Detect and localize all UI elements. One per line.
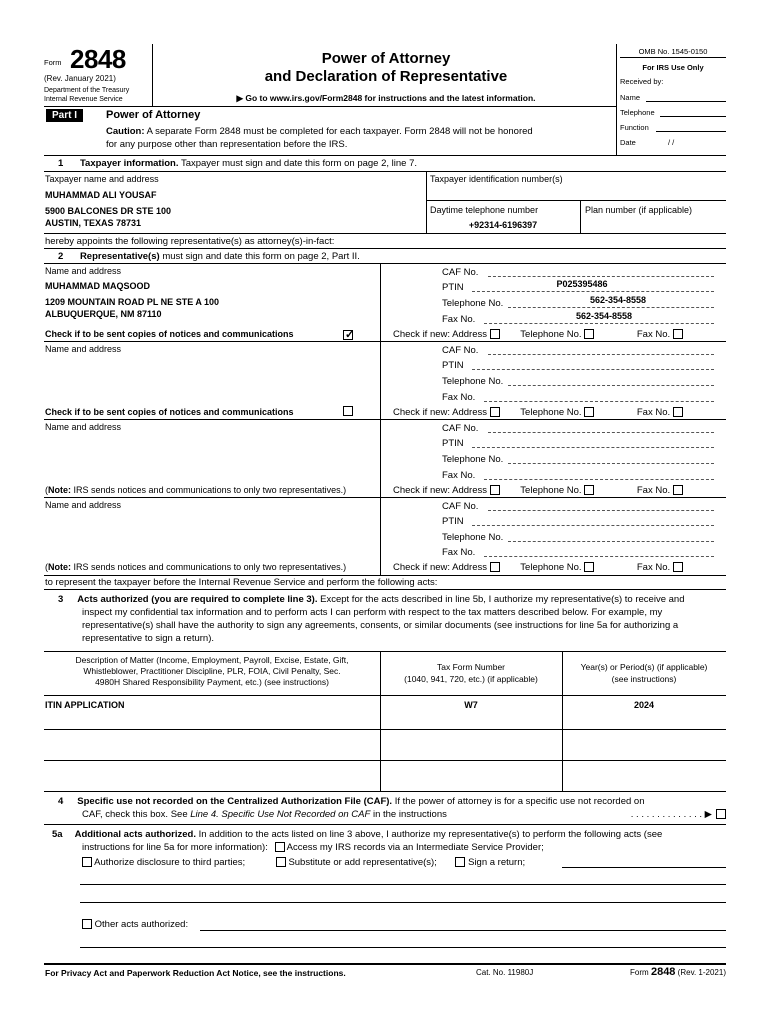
line-1-heading: Taxpayer information. xyxy=(79,158,179,169)
access-records-label: Access my IRS records via an Intermediate Service Provider; xyxy=(286,842,544,853)
rep2-caf-row[interactable] xyxy=(442,345,722,359)
rep2-copies-checkbox[interactable] xyxy=(343,406,353,416)
line-1-number: 1 xyxy=(58,158,64,169)
check-new-label: Check if new: xyxy=(393,407,451,418)
address-label: Address xyxy=(452,329,488,340)
line-3-heading: Acts authorized (you are required to complete line 3). xyxy=(77,594,318,605)
rep3-check-new-row xyxy=(393,485,726,497)
rep2-new-address-checkbox[interactable] xyxy=(490,407,500,417)
rep1-check-new-row xyxy=(393,329,726,341)
rep4-caf-row[interactable] xyxy=(442,501,722,515)
col-matter-header-1: Description of Matter (Income, Employment, Payroll, Excise, Estate, Gift, xyxy=(75,655,349,665)
telephone-label: Telephone No. xyxy=(520,407,582,418)
rep3-note xyxy=(45,485,346,495)
line-4-heading: Specific use not recorded on the Centralized Authorization File (CAF). xyxy=(77,796,393,807)
taxpayer-address-1[interactable]: 5900 BALCONES DR STE 100 xyxy=(45,206,172,216)
fax-label: Fax No. xyxy=(636,329,671,340)
rep4-new-fax-checkbox[interactable] xyxy=(673,562,683,572)
check-new-label: Check if new: xyxy=(393,329,451,340)
note-text: IRS sends notices and communications to only two representatives.) xyxy=(73,485,347,495)
irs-telephone-label: Telephone xyxy=(620,108,655,117)
fax-label: Fax No. xyxy=(636,407,671,418)
rep1-ptin-row[interactable] xyxy=(442,279,722,296)
rep1-fax-label: Fax No. xyxy=(442,314,476,325)
substitute-rep-checkbox[interactable] xyxy=(276,857,286,867)
access-records-checkbox[interactable] xyxy=(275,842,285,852)
col-form-header xyxy=(380,661,562,685)
rep3-new-address-checkbox[interactable] xyxy=(490,485,500,495)
part-1-title: Power of Attorney xyxy=(106,109,201,121)
footer-form-word: Form xyxy=(630,968,649,977)
line-4-text-2b: Line 4. Specific Use Not Recorded on CAF xyxy=(190,809,371,820)
rep3-new-telephone-checkbox[interactable] xyxy=(584,485,594,495)
footer-form-id xyxy=(630,966,726,978)
line-3-text-1: Except for the acts described in line 5b, I authorize my representative(s) to receive and xyxy=(320,594,685,605)
line-2-number: 2 xyxy=(58,251,64,262)
telephone-label: Telephone No. xyxy=(520,562,582,573)
rep3-new-fax-checkbox[interactable] xyxy=(673,485,683,495)
line-5a-block xyxy=(52,828,726,869)
other-acts-line-2[interactable] xyxy=(80,902,726,903)
other-acts-row xyxy=(82,919,188,930)
line-3-text-2: inspect my confidential tax information and to perform acts I can perform with respect to the tax matters described below. For example, my xyxy=(82,607,663,618)
rep4-name-address-label: Name and address xyxy=(45,500,122,510)
year-row-1[interactable]: 2024 xyxy=(633,700,655,710)
authorize-disclosure-checkbox[interactable] xyxy=(82,857,92,867)
form-revision: (Rev. January 2021) xyxy=(44,74,116,83)
col-matter-header xyxy=(44,655,380,688)
rep3-caf-label: CAF No. xyxy=(442,423,479,434)
other-acts-checkbox[interactable] xyxy=(82,919,92,929)
footer-form-rev: (Rev. 1-2021) xyxy=(677,968,726,977)
daytime-phone-value[interactable]: +92314-6196397 xyxy=(468,220,538,230)
rep2-new-telephone-checkbox[interactable] xyxy=(584,407,594,417)
form-word: Form xyxy=(44,58,62,67)
rep4-fax-row[interactable] xyxy=(442,547,722,561)
rep4-new-telephone-checkbox[interactable] xyxy=(584,562,594,572)
rep2-ptin-row[interactable] xyxy=(442,360,722,374)
rep4-ptin-label: PTIN xyxy=(442,516,464,527)
form-id-block xyxy=(44,44,152,104)
taxpayer-name-address-label: Taxpayer name and address xyxy=(45,174,159,184)
note-text: IRS sends notices and communications to only two representatives.) xyxy=(73,562,347,572)
rep4-check-new-row xyxy=(393,562,726,574)
rep3-caf-row[interactable] xyxy=(442,423,722,437)
irs-function-label: Function xyxy=(620,123,649,132)
rep1-tel-row[interactable] xyxy=(442,295,722,312)
col-year-header xyxy=(562,661,726,685)
rep1-ptin-label: PTIN xyxy=(442,282,464,293)
rep2-fax-label: Fax No. xyxy=(442,392,476,403)
irs-name-label: Name xyxy=(620,93,641,102)
rep4-tel-label: Telephone No. xyxy=(442,532,504,543)
omb-number: OMB No. 1545-0150 xyxy=(620,44,726,58)
line-5a-text-2: instructions for line 5a for more information): xyxy=(82,842,268,853)
rep1-tel-value[interactable]: 562-354-8558 xyxy=(538,295,698,305)
rep1-caf-label: CAF No. xyxy=(442,267,479,278)
rep2-check-new-row xyxy=(393,407,726,419)
rep1-copies-checkbox[interactable] xyxy=(343,330,353,340)
taxpayer-address-2[interactable]: AUSTIN, TEXAS 78731 xyxy=(45,218,142,228)
sign-return-label: Sign a return; xyxy=(468,857,526,868)
department-line: Department of the Treasury xyxy=(44,87,130,94)
line-3-number: 3 xyxy=(58,594,64,605)
irs-telephone-field[interactable] xyxy=(660,116,726,117)
sign-return-field[interactable] xyxy=(562,867,726,868)
irs-line: Internal Revenue Service xyxy=(44,96,123,103)
rep2-copies-label: Check if to be sent copies of notices and communications xyxy=(45,407,294,417)
check-new-label: Check if new: xyxy=(393,562,451,573)
address-label: Address xyxy=(452,562,488,573)
note-label: Note: xyxy=(48,562,71,572)
other-acts-field[interactable] xyxy=(200,930,726,931)
instructions-link[interactable]: ▶ Go to www.irs.gov/Form2848 for instructions and the latest information. xyxy=(236,93,536,103)
footer-form-number: 2848 xyxy=(650,966,676,978)
irs-date-label: Date xyxy=(620,138,636,147)
line-3-text-4: representative to sign a return). xyxy=(82,633,215,644)
received-by-label: Received by: xyxy=(620,77,664,86)
line-4-block xyxy=(58,795,726,821)
form-number: 2848 xyxy=(70,44,126,74)
col-year-header-1: Year(s) or Period(s) (if applicable) xyxy=(580,662,708,672)
line-1-heading-rest: Taxpayer must sign and date this form on page 2, line 7. xyxy=(180,158,418,169)
rep3-ptin-row[interactable] xyxy=(442,438,722,452)
rep1-tel-label: Telephone No. xyxy=(442,298,504,309)
other-acts-line-3[interactable] xyxy=(80,947,726,948)
note-label: Note: xyxy=(48,485,71,495)
appoints-text: hereby appoints the following representative(s) as attorney(s)-in-fact: xyxy=(45,236,335,247)
catalog-number: Cat. No. 11980J xyxy=(476,968,534,977)
rep2-tel-row[interactable] xyxy=(442,376,722,390)
rep2-new-fax-checkbox[interactable] xyxy=(673,407,683,417)
line-4-text-2a: CAF, check this box. See xyxy=(82,809,191,820)
irs-date-field[interactable]: / / xyxy=(668,138,675,147)
rep4-new-address-checkbox[interactable] xyxy=(490,562,500,572)
plan-number-label: Plan number (if applicable) xyxy=(585,205,693,215)
line-5a-heading: Additional acts authorized. xyxy=(74,829,196,840)
rep1-new-fax-checkbox[interactable] xyxy=(673,329,683,339)
rep3-fax-row[interactable] xyxy=(442,470,722,484)
irs-use-block xyxy=(620,44,726,148)
note-open-paren: ( xyxy=(45,562,48,572)
col-year-header-2: (see instructions) xyxy=(611,674,677,684)
line-5a-text-1: In addition to the acts listed on line 3 above, I authorize my representative(s) to perform the following acts (see xyxy=(198,829,663,840)
line-2-heading: Representative(s) xyxy=(79,251,160,262)
caution-text-2: for any purpose other than representation before the IRS. xyxy=(106,139,348,150)
other-acts-label: Other acts authorized: xyxy=(94,919,189,930)
line-4-number: 4 xyxy=(58,796,64,807)
form-row-1[interactable]: W7 xyxy=(464,700,478,710)
rep1-ptin-value[interactable]: P025395486 xyxy=(502,279,662,289)
rep1-address-2[interactable]: ALBUQUERQUE, NM 87110 xyxy=(45,309,162,319)
rep3-tel-row[interactable] xyxy=(442,454,722,468)
daytime-phone-label: Daytime telephone number xyxy=(430,205,539,215)
rep1-copies-label: Check if to be sent copies of notices and communications xyxy=(45,329,294,339)
privacy-notice: For Privacy Act and Paperwork Reduction Act Notice, see the instructions. xyxy=(45,968,346,978)
authorize-disclosure-label: Authorize disclosure to third parties; xyxy=(94,857,246,868)
represent-text: to represent the taxpayer before the Internal Revenue Service and perform the following acts: xyxy=(45,577,438,588)
col-form-header-2: (1040, 941, 720, etc.) (if applicable) xyxy=(404,674,538,684)
line-5a-number: 5a xyxy=(52,829,63,840)
fax-label: Fax No. xyxy=(636,562,671,573)
caution-label: Caution: xyxy=(106,126,145,137)
line-2-heading-rest: must sign and date this form on page 2, Part II. xyxy=(162,251,360,262)
telephone-label: Telephone No. xyxy=(520,485,582,496)
col-form-header-1: Tax Form Number xyxy=(436,662,505,672)
rep4-ptin-row[interactable] xyxy=(442,516,722,530)
col-matter-header-3: 4980H Shared Responsibility Payment, etc.) (see instructions) xyxy=(95,677,329,687)
rep3-name-address-label: Name and address xyxy=(45,422,122,432)
other-acts-line-1[interactable] xyxy=(80,884,726,885)
irs-use-label: For IRS Use Only xyxy=(642,63,704,72)
note-open-paren: ( xyxy=(45,485,48,495)
rep1-address-1[interactable]: 1209 MOUNTAIN ROAD PL NE STE A 100 xyxy=(45,297,220,307)
line-4-leader: . . . . . . . . . . . . . . ▶ xyxy=(630,809,712,820)
telephone-label: Telephone No. xyxy=(520,329,582,340)
irs-function-field[interactable] xyxy=(656,131,726,132)
rep1-name-address-label: Name and address xyxy=(45,266,122,276)
line-4-text-1: If the power of attorney is for a specific use not recorded on xyxy=(394,796,645,807)
form-title-line2: and Declaration of Representative xyxy=(264,68,508,85)
col-matter-header-2: Whistleblower, Practitioner Discipline, PLR, FOIA, Civil Penalty, Sec. xyxy=(83,666,341,676)
form-title-line1: Power of Attorney xyxy=(321,50,451,67)
check-new-label: Check if new: xyxy=(393,485,451,496)
rep2-fax-row[interactable] xyxy=(442,392,722,406)
rep3-fax-label: Fax No. xyxy=(442,470,476,481)
fax-label: Fax No. xyxy=(636,485,671,496)
line-3-text-3: representative(s) shall have the authority to sign any agreements, consents, or similar documents (see instructions for line 5a for authorizing a xyxy=(82,620,679,631)
rep2-name-address-label: Name and address xyxy=(45,344,122,354)
taxpayer-name[interactable]: MUHAMMAD ALI YOUSAF xyxy=(45,190,157,200)
caution-text: A separate Form 2848 must be completed for each taxpayer. Form 2848 will not be honored xyxy=(146,126,533,137)
rep4-fax-label: Fax No. xyxy=(442,547,476,558)
rep3-ptin-label: PTIN xyxy=(442,438,464,449)
rep4-tel-row[interactable] xyxy=(442,532,722,546)
sign-return-checkbox[interactable] xyxy=(455,857,465,867)
rep2-caf-label: CAF No. xyxy=(442,345,479,356)
rep4-caf-label: CAF No. xyxy=(442,501,479,512)
rep2-ptin-label: PTIN xyxy=(442,360,464,371)
rep2-tel-label: Telephone No. xyxy=(442,376,504,387)
address-label: Address xyxy=(452,485,488,496)
rep1-fax-value[interactable]: 562-354-8558 xyxy=(524,311,684,321)
matter-row-1[interactable]: ITIN APPLICATION xyxy=(45,700,125,710)
line-3-block xyxy=(58,593,726,645)
tin-label: Taxpayer identification number(s) xyxy=(430,174,563,184)
line-4-checkbox[interactable] xyxy=(716,809,726,819)
rep1-new-address-checkbox[interactable] xyxy=(490,329,500,339)
address-label: Address xyxy=(452,407,488,418)
substitute-rep-label: Substitute or add representative(s); xyxy=(288,857,437,868)
rep1-fax-row[interactable] xyxy=(442,311,722,328)
rep1-name[interactable]: MUHAMMAD MAQSOOD xyxy=(45,281,150,291)
rep3-tel-label: Telephone No. xyxy=(442,454,504,465)
rep1-new-telephone-checkbox[interactable] xyxy=(584,329,594,339)
line-4-text-2c: in the instructions xyxy=(370,809,447,820)
form-2848-page xyxy=(44,44,726,978)
irs-name-field[interactable] xyxy=(646,101,726,102)
part-1-tag: Part I xyxy=(46,109,83,122)
rep4-note xyxy=(45,562,346,572)
